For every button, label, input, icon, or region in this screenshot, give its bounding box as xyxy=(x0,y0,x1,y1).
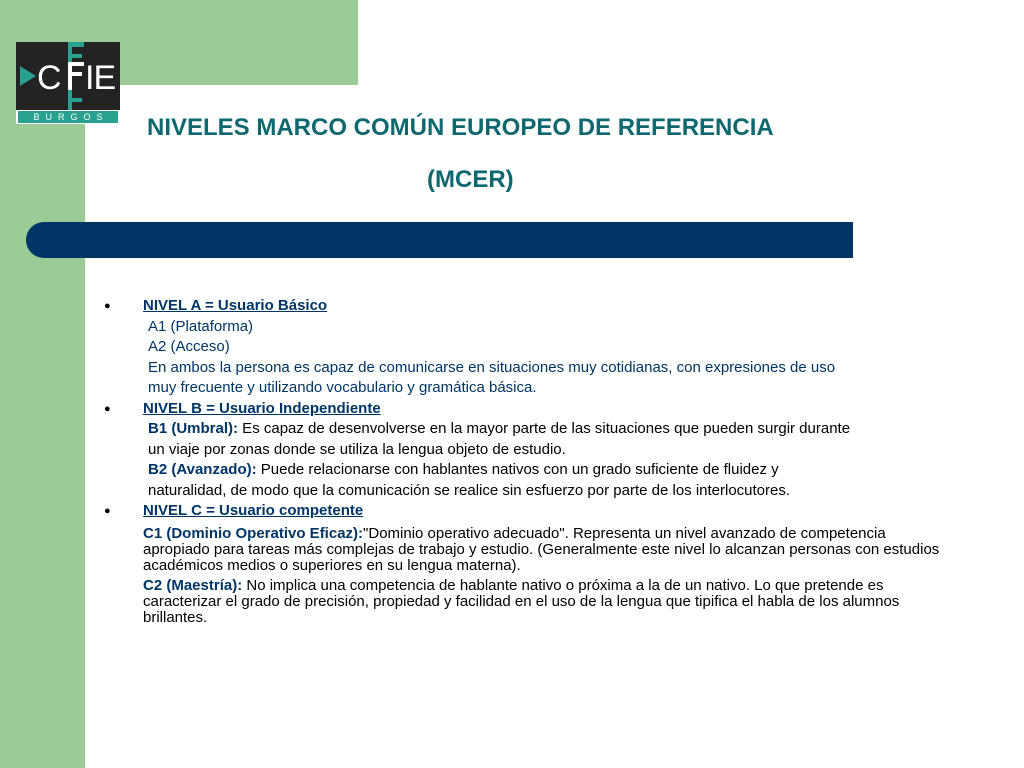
title-underline-bar xyxy=(26,222,853,258)
level-b-heading: NIVEL B = Usuario Independiente xyxy=(143,399,381,417)
level-b1-cont: un viaje por zonas donde se utiliza la lengua objeto de estudio. xyxy=(148,440,566,458)
svg-text:C: C xyxy=(37,59,61,97)
level-a-heading: NIVEL A = Usuario Básico xyxy=(143,297,328,314)
level-a-desc-1: En ambos la persona es capaz de comunicarse en situaciones muy cotidianas, con expresiones de uso xyxy=(148,358,836,376)
level-c1-label: C1 (Dominio Operativo Eficaz): xyxy=(143,524,364,542)
level-c-heading: NIVEL C = Usuario competente xyxy=(143,502,364,519)
level-c1-text: "Dominio operativo adecuado". Representa un nivel avanzado de competencia apropiado para tareas más complejas de trabajo y estudio. (Generalmente este nivel lo alcanzan personas con estudios académicos medios o superiores en su lengua materna). xyxy=(143,524,940,574)
cfie-logo-mark-icon xyxy=(16,42,120,110)
level-a-desc-2: muy frecuente y utilizando vocabulario y gramática básica. xyxy=(148,379,537,396)
page-title xyxy=(100,113,940,195)
level-c2-label: C2 (Maestría): xyxy=(143,576,243,594)
cfie-logo xyxy=(16,42,120,124)
level-a2: A2 (Acceso) xyxy=(148,338,230,355)
level-b1 xyxy=(104,419,954,440)
level-b1-label: B1 (Umbral): xyxy=(148,420,239,437)
svg-text:IE: IE xyxy=(85,59,116,97)
levels-content xyxy=(104,296,954,626)
bullet-icon: ● xyxy=(104,300,111,312)
level-b2-cont: naturalidad, de modo que la comunicación se realice sin esfuerzo por parte de los interlocutores. xyxy=(148,481,791,499)
level-c-heading-row xyxy=(104,501,954,522)
title-line-1: NIVELES MARCO COMÚN EUROPEO DE REFERENCIA xyxy=(147,114,774,141)
bullet-icon: ● xyxy=(104,402,111,415)
bullet-icon: ● xyxy=(104,505,111,517)
level-b2-text: Puede relacionarse con hablantes nativos con un grado suficiente de fluidez y xyxy=(256,461,779,478)
title-line-2: (MCER) xyxy=(427,166,514,193)
level-c1 xyxy=(104,526,954,574)
level-c2 xyxy=(104,578,954,626)
level-a-heading-row xyxy=(104,296,954,317)
level-b2-label: B2 (Avanzado): xyxy=(148,461,257,478)
level-b1-text: Es capaz de desenvolverse en la mayor parte de las situaciones que pueden surgir durante xyxy=(238,420,851,437)
logo-subtitle: BURGOS xyxy=(18,111,118,123)
level-b2 xyxy=(104,460,954,481)
level-a1: A1 (Plataforma) xyxy=(148,317,254,335)
level-c2-text: No implica una competencia de hablante nativo o próxima a la de un nativo. Lo que pretende es caracterizar el grado de precisión, propiedad y facilidad en el uso de la lengua que tipifica el habla de los alumnos brillantes. xyxy=(143,576,900,626)
level-b-heading-row xyxy=(104,399,954,420)
